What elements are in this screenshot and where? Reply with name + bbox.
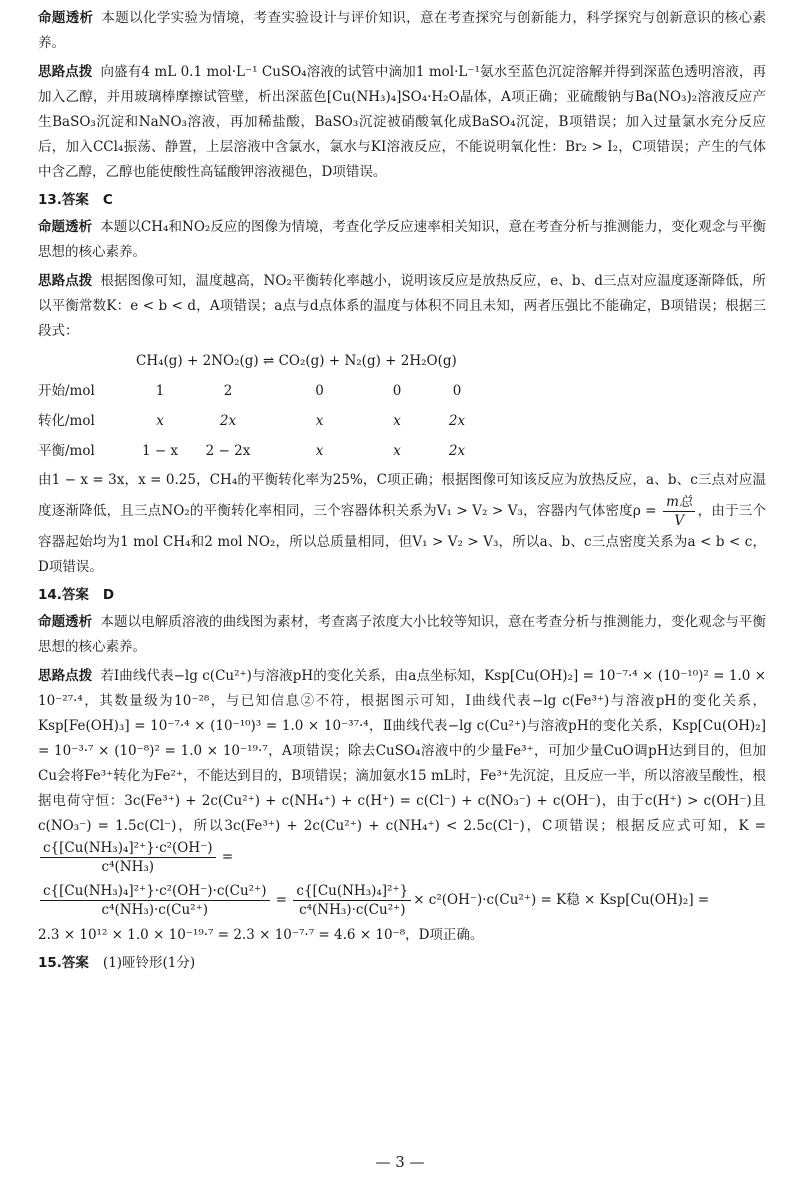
q13-analysis bbox=[38, 215, 766, 265]
question-number: 13. bbox=[38, 192, 62, 208]
solution-text: 根据图像可知，温度越高，NO₂平衡转化率越小，说明该反应是放热反应，e、b、d三点对应温度逐渐降低，所以平衡常数K：e < b < d，A项错误；a点与d点体系的温度与体积不同且未知，两者压强比不能确定，B项错误；根据三段式： bbox=[38, 273, 766, 339]
answer-label: 答案 bbox=[61, 955, 89, 971]
analysis-text: 本题以电解质溶液的曲线图为素材，考查离子浓度大小比较等知识，意在考查分析与推测能力，变化观念与平衡思想的核心素养。 bbox=[38, 614, 767, 655]
analysis-text: 本题以化学实验为情境，考查实验设计与评价知识，意在考查探究与创新能力，科学探究与创新意识的核心素养。 bbox=[38, 10, 767, 51]
species-h2o: + 2H₂O(g) bbox=[385, 352, 457, 369]
q14-analysis bbox=[38, 610, 766, 660]
fraction-numerator: m总 bbox=[663, 493, 695, 512]
answer-label: 答案 bbox=[61, 192, 89, 208]
q12-analysis bbox=[38, 6, 766, 56]
analysis-label: 命题透析 bbox=[38, 614, 93, 630]
answer-value: (1)哑铃形(1分) bbox=[102, 955, 196, 971]
cell: 2x bbox=[448, 442, 466, 459]
q14-final: 2.3 × 10¹² × 1.0 × 10⁻¹⁹·⁷ = 2.3 × 10⁻⁷·⁷ = 4.6 × 10⁻⁸，D项正确。 bbox=[38, 927, 484, 943]
answer-value: C bbox=[102, 192, 113, 208]
q12-section bbox=[38, 6, 766, 185]
q15-header bbox=[38, 951, 766, 976]
solution-text: 向盛有4 mL 0.1 mol·L⁻¹ CuSO₄溶液的试管中滴加1 mol·L⁻¹氨水至蓝色沉淀溶解并得到深蓝色透明溶液，再加入乙醇，并用玻璃棒摩擦试管壁，析出深蓝色[Cu(NH₃)₄]SO₄·H₂O晶体，A项正确；亚硫酸钠与Ba(NO₃)₂溶液反应产生BaSO₃沉淀和NaNO₃溶液，再加稀盐酸，BaSO₃沉淀被硝酸氧化成BaSO₄沉淀，B项错误；加入过量氯水充分反应后，加入CCl₄振荡、静置，上层溶液中含氯水，氯水与KI溶液反应，不能说明氧化性：Br₂ > I₂，C项错误；产生的气体中含乙醇，乙醇也能使酸性高锰酸钾溶液褪色，D项错误。 bbox=[38, 64, 767, 180]
row-label: 开始/mol bbox=[38, 382, 95, 399]
fraction-numerator: c{[Cu(NH₃)₄]²⁺}·c²(OH⁻)·c(Cu²⁺) bbox=[40, 882, 270, 901]
table-row bbox=[38, 406, 487, 436]
three-stage-table bbox=[38, 346, 487, 466]
k-fraction-3 bbox=[293, 882, 411, 919]
equals-sign: = bbox=[275, 892, 288, 908]
q13-header bbox=[38, 188, 766, 213]
analysis-label: 命题透析 bbox=[38, 10, 94, 26]
cell: 1 bbox=[155, 382, 165, 399]
q14-section bbox=[38, 583, 766, 948]
q13-section bbox=[38, 188, 766, 580]
cell: 0 bbox=[315, 382, 324, 399]
answer-page bbox=[38, 6, 766, 978]
page-number: — 3 — bbox=[375, 1153, 425, 1171]
k-fraction-2 bbox=[40, 882, 270, 919]
solution-label: 思路点拨 bbox=[38, 64, 93, 80]
analysis-label: 命题透析 bbox=[38, 219, 93, 235]
conclusion-text: 由1 − x = 3x，x = 0.25，CH₄的平衡转化率为25%，C项正确；根据图像可知该反应为放热反应，a、b、c三点对应温度逐渐降低，且三点NO₂的平衡转化率相同，三个容器体积关系为V₁ > V₂ > V₃，容器内气体密度ρ = bbox=[38, 472, 766, 519]
answer-value: D bbox=[102, 587, 115, 603]
cell: x bbox=[156, 412, 164, 429]
fraction-denominator: c⁴(NH₃)·c(Cu²⁺) bbox=[101, 902, 208, 918]
question-number: 14. bbox=[38, 587, 62, 603]
species-ch4: CH₄(g) bbox=[136, 352, 183, 369]
fraction-numerator: c{[Cu(NH₃)₄]²⁺}·c²(OH⁻) bbox=[40, 839, 216, 858]
q14-header bbox=[38, 583, 766, 608]
cell: 2x bbox=[219, 412, 237, 429]
cell: x bbox=[393, 412, 401, 429]
derivation-tail: × c²(OH⁻)·c(Cu²⁺) = K稳 × Ksp[Cu(OH)₂] = bbox=[413, 892, 710, 908]
cell: 2 − 2x bbox=[205, 442, 251, 459]
cell: 0 bbox=[452, 382, 462, 399]
table-row bbox=[38, 376, 487, 406]
species-n2: + N₂(g) bbox=[328, 352, 381, 369]
solution-label: 思路点拨 bbox=[38, 668, 93, 684]
cell: 1 − x bbox=[141, 442, 179, 459]
cell: x bbox=[315, 442, 324, 459]
answer-label: 答案 bbox=[61, 587, 89, 603]
species-co2: ⇌ CO₂(g) bbox=[262, 352, 325, 369]
fraction-denominator: c⁴(NH₃)·c(Cu²⁺) bbox=[299, 902, 406, 918]
row-label: 平衡/mol bbox=[38, 442, 95, 459]
species-no2: + 2NO₂(g) bbox=[187, 352, 259, 369]
q13-solution bbox=[38, 269, 766, 344]
q14-solution bbox=[38, 664, 766, 876]
cell: 0 bbox=[392, 382, 402, 399]
cell: x bbox=[393, 442, 401, 459]
q12-solution bbox=[38, 60, 766, 185]
q13-conclusion bbox=[38, 468, 766, 580]
row-label: 转化/mol bbox=[38, 412, 95, 429]
solution-text: 若Ⅰ曲线代表−lg c(Cu²⁺)与溶液pH的变化关系，由a点坐标知，Ksp[Cu(OH)₂] = 10⁻⁷·⁴ × (10⁻¹⁰)² = 1.0 × 10⁻²⁷·⁴，其数量级为10⁻²⁸，与已知信息②不符，根据图示可知，Ⅰ曲线代表−lg c(Fe³⁺)与溶液pH的变化关系，Ksp[Fe(OH)₃] = 10⁻⁷·⁴ × (10⁻¹⁰)³ = 1.0 × 10⁻³⁷·⁴，Ⅱ曲线代表−lg c(Cu²⁺)与溶液pH的变化关系，Ksp[Cu(OH)₂] = 10⁻³·⁷ × (10⁻⁸)² = 1.0 × 10⁻¹⁹·⁷，A项错误；除去CuSO₄溶液中的少量Fe³⁺，可加少量CuO调pH达到目的，但加Cu会将Fe³⁺转化为Fe²⁺，不能达到目的，B项错误；滴加氨水15 mL时，Fe³⁺先沉淀，且反应一半，所以溶液呈酸性，根据电荷守恒：3c(Fe³⁺) + 2c(Cu²⁺) + c(NH₄⁺) + c(H⁺) = c(Cl⁻) + c(NO₃⁻) + c(OH⁻)，由于c(H⁺) > c(OH⁻)且c(NO₃⁻) = 1.5c(Cl⁻)，所以3c(Fe³⁺) + 2c(Cu²⁺) + c(NH₄⁺) < 2.5c(Cl⁻)，C项错误；根据反应式可知，K = bbox=[38, 668, 767, 834]
question-number: 15. bbox=[38, 955, 62, 971]
fraction-denominator: c⁴(NH₃) bbox=[101, 859, 155, 875]
cell: 2 bbox=[223, 382, 233, 399]
fraction-denominator: V bbox=[674, 513, 685, 529]
conclusion-text: ，由于三个容器起始均为1 mol CH₄和2 mol NO₂，所以总质量相同，但V₁ > V₂ > V₃，所以a、b、c三点密度关系为a < b < c，D项错误。 bbox=[38, 503, 767, 575]
q14-derivation bbox=[38, 882, 766, 919]
equation-row bbox=[38, 346, 487, 376]
density-fraction bbox=[663, 493, 695, 530]
k-fraction bbox=[40, 839, 216, 876]
table-row bbox=[38, 436, 487, 466]
solution-label: 思路点拨 bbox=[38, 273, 93, 289]
cell: x bbox=[315, 412, 324, 429]
analysis-text: 本题以CH₄和NO₂反应的图像为情境，考查化学反应速率相关知识，意在考查分析与推测能力，变化观念与平衡思想的核心素养。 bbox=[38, 219, 766, 260]
cell: 2x bbox=[448, 412, 466, 429]
fraction-numerator: c{[Cu(NH₃)₄]²⁺} bbox=[293, 882, 411, 901]
equals-sign: = bbox=[221, 849, 234, 865]
